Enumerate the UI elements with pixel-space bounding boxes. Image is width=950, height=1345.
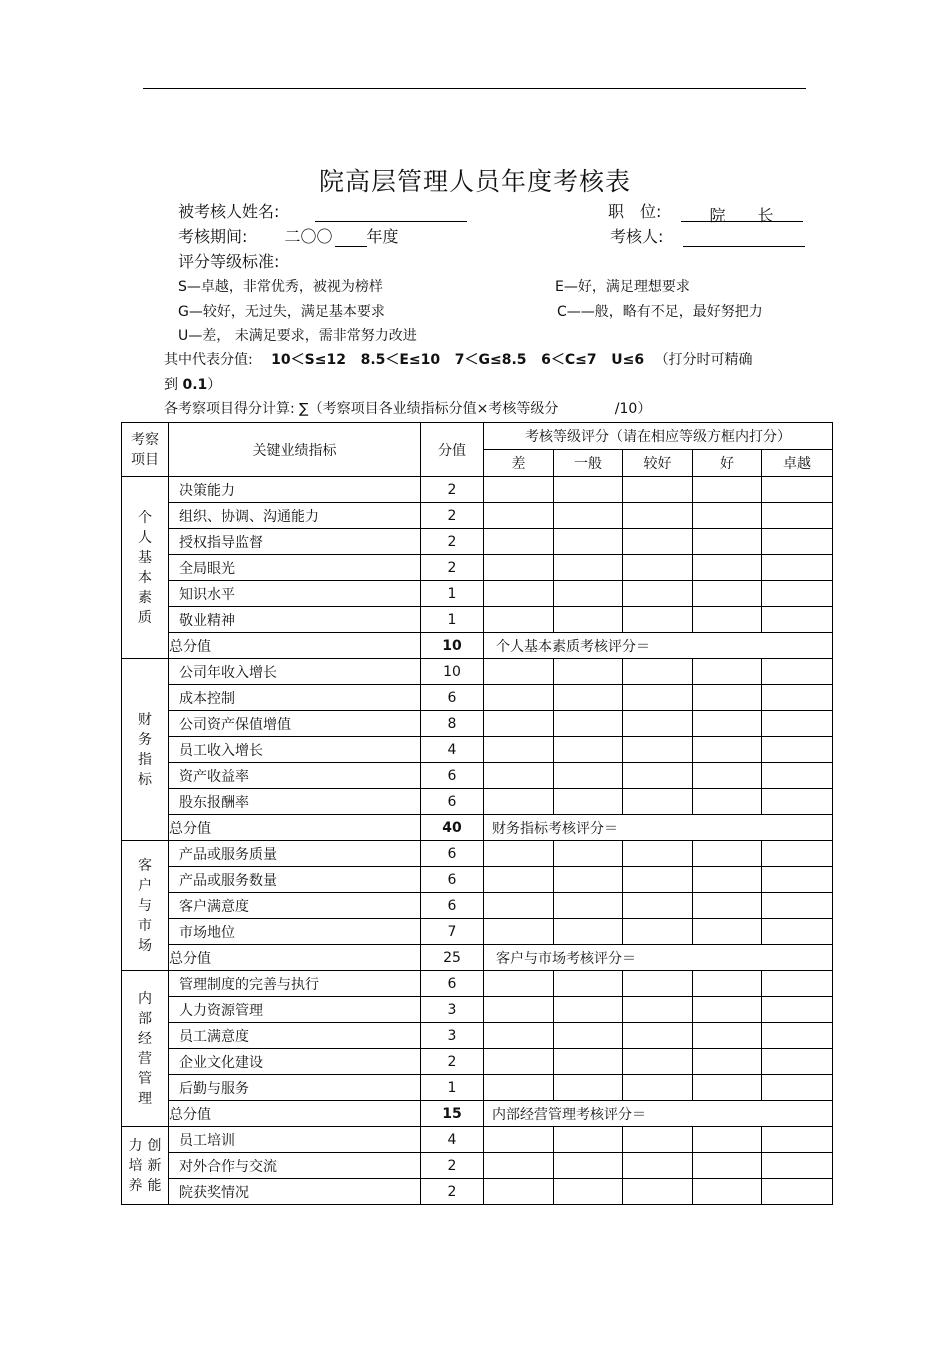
grade-header: 较好	[623, 450, 693, 477]
rating-cell[interactable]	[693, 711, 762, 737]
rating-cell[interactable]	[762, 919, 833, 945]
rating-cell[interactable]	[693, 477, 762, 503]
rating-cell[interactable]	[554, 477, 623, 503]
section-name: 个人基本素质	[122, 477, 169, 659]
rating-cell[interactable]	[554, 555, 623, 581]
rating-cell[interactable]	[762, 581, 833, 607]
position-row	[608, 199, 803, 225]
rating-cell[interactable]	[762, 893, 833, 919]
assessor-field[interactable]	[683, 228, 805, 247]
rating-cell[interactable]	[484, 893, 554, 919]
kpi-label: 客户满意度	[169, 893, 421, 919]
formula-a: 各考察项目得分计算: ∑（考察项目各业绩指标分值×考核等级分	[164, 401, 559, 417]
std-e: E—好，满足理想要求	[555, 279, 690, 295]
rating-cell[interactable]	[762, 685, 833, 711]
kpi-label: 员工收入增长	[169, 737, 421, 763]
kpi-score: 2	[421, 529, 484, 555]
rating-cell[interactable]	[693, 841, 762, 867]
kpi-label: 成本控制	[169, 685, 421, 711]
kpi-label: 院获奖情况	[169, 1179, 421, 1205]
rating-cell[interactable]	[693, 529, 762, 555]
rating-cell[interactable]	[623, 1023, 693, 1049]
kpi-score: 6	[421, 841, 484, 867]
score-note-b-bold: 0.1	[182, 377, 208, 393]
section-total: 10	[421, 633, 484, 659]
rating-cell[interactable]	[693, 867, 762, 893]
rating-cell[interactable]	[554, 763, 623, 789]
kpi-label: 后勤与服务	[169, 1075, 421, 1101]
rating-cell[interactable]	[554, 789, 623, 815]
grade-header: 卓越	[762, 450, 833, 477]
rating-cell[interactable]	[484, 555, 554, 581]
rating-cell[interactable]	[693, 581, 762, 607]
rating-cell[interactable]	[484, 919, 554, 945]
rating-cell[interactable]	[693, 1075, 762, 1101]
score-note-b-suffix: ）	[207, 377, 222, 393]
standard-label: 评分等级标准:	[178, 252, 280, 271]
rating-cell[interactable]	[693, 789, 762, 815]
rating-cell[interactable]	[554, 841, 623, 867]
rating-cell[interactable]	[554, 919, 623, 945]
kpi-score: 3	[421, 1023, 484, 1049]
total-label: 总分值	[169, 633, 421, 659]
kpi-score: 10	[421, 659, 484, 685]
kpi-score: 1	[421, 1075, 484, 1101]
kpi-score: 4	[421, 1127, 484, 1153]
kpi-score: 6	[421, 763, 484, 789]
rating-cell[interactable]	[554, 503, 623, 529]
rating-cell[interactable]	[484, 659, 554, 685]
rating-cell[interactable]	[484, 1179, 554, 1205]
header-item: 考察项目	[122, 423, 169, 477]
section-name: 财务指标	[122, 659, 169, 841]
rating-cell[interactable]	[762, 711, 833, 737]
rating-cell[interactable]	[554, 997, 623, 1023]
rating-cell[interactable]	[693, 737, 762, 763]
rating-cell[interactable]	[762, 997, 833, 1023]
section-total: 15	[421, 1101, 484, 1127]
kpi-label: 管理制度的完善与执行	[169, 971, 421, 997]
period-label: 考核期间:	[178, 227, 248, 246]
rating-cell[interactable]	[762, 1075, 833, 1101]
kpi-score: 2	[421, 1179, 484, 1205]
total-label: 总分值	[169, 815, 421, 841]
rating-cell[interactable]	[623, 789, 693, 815]
assessor-label: 考核人:	[610, 227, 664, 246]
rating-cell[interactable]	[762, 607, 833, 633]
score-note-a: （打分时可精确	[654, 352, 753, 368]
kpi-score: 2	[421, 555, 484, 581]
rating-cell[interactable]	[484, 1153, 554, 1179]
rating-cell[interactable]	[484, 477, 554, 503]
kpi-label: 决策能力	[169, 477, 421, 503]
section-name: 内部经营管理	[122, 971, 169, 1127]
rating-cell[interactable]	[762, 1049, 833, 1075]
std-u: U—差， 未满足要求，需非常努力改进	[178, 328, 417, 344]
rating-cell[interactable]	[484, 841, 554, 867]
rating-cell[interactable]	[554, 737, 623, 763]
kpi-label: 员工满意度	[169, 1023, 421, 1049]
name-field[interactable]	[315, 203, 467, 222]
rating-cell[interactable]	[693, 919, 762, 945]
name-label: 被考核人姓名:	[178, 202, 280, 221]
rating-cell[interactable]	[623, 1075, 693, 1101]
rating-cell[interactable]	[554, 1179, 623, 1205]
rating-cell[interactable]	[484, 1127, 554, 1153]
kpi-label: 敬业精神	[169, 607, 421, 633]
assessment-table	[121, 422, 833, 1205]
rating-cell[interactable]	[693, 971, 762, 997]
grade-header: 一般	[554, 450, 623, 477]
rating-cell[interactable]	[762, 789, 833, 815]
kpi-label: 授权指导监督	[169, 529, 421, 555]
rating-cell[interactable]	[484, 867, 554, 893]
position-label: 职 位:	[608, 202, 662, 221]
kpi-score: 2	[421, 477, 484, 503]
rating-cell[interactable]	[623, 1153, 693, 1179]
kpi-score: 3	[421, 997, 484, 1023]
period-row	[178, 224, 399, 247]
formula-b: /10）	[614, 401, 652, 417]
section-summary: 个人基本素质考核评分＝	[484, 633, 833, 659]
rating-cell[interactable]	[762, 529, 833, 555]
period-value-b: 年度	[366, 227, 399, 246]
grade-header: 好	[693, 450, 762, 477]
kpi-score: 4	[421, 737, 484, 763]
rating-cell[interactable]	[623, 1179, 693, 1205]
kpi-score: 6	[421, 789, 484, 815]
rating-cell[interactable]	[554, 529, 623, 555]
rating-cell[interactable]	[623, 685, 693, 711]
std-s: S—卓越，非常优秀，被视为榜样	[178, 279, 383, 295]
rating-cell[interactable]	[623, 581, 693, 607]
period-year-field[interactable]	[335, 228, 367, 247]
rating-cell[interactable]	[693, 997, 762, 1023]
rating-cell[interactable]	[623, 659, 693, 685]
rating-cell[interactable]	[693, 1179, 762, 1205]
rating-cell[interactable]	[623, 997, 693, 1023]
rating-cell[interactable]	[554, 1153, 623, 1179]
rating-cell[interactable]	[623, 1127, 693, 1153]
rating-cell[interactable]	[623, 1049, 693, 1075]
assessor-row	[610, 224, 805, 247]
score-note-row	[164, 374, 221, 394]
section-summary: 内部经营管理考核评分＝	[484, 1101, 833, 1127]
std-c: C——般，略有不足，最好努把力	[557, 304, 763, 320]
kpi-score: 2	[421, 1153, 484, 1179]
rating-cell[interactable]	[693, 893, 762, 919]
kpi-score: 6	[421, 867, 484, 893]
kpi-label: 企业文化建设	[169, 1049, 421, 1075]
rating-cell[interactable]	[554, 659, 623, 685]
section-total: 40	[421, 815, 484, 841]
rating-cell[interactable]	[554, 1049, 623, 1075]
total-label: 总分值	[169, 1101, 421, 1127]
rating-cell[interactable]	[623, 867, 693, 893]
kpi-label: 对外合作与交流	[169, 1153, 421, 1179]
rating-cell[interactable]	[693, 607, 762, 633]
rating-cell[interactable]	[554, 971, 623, 997]
section-name: 力培养创新能	[122, 1127, 169, 1205]
rating-cell[interactable]	[623, 529, 693, 555]
rating-cell[interactable]	[554, 1075, 623, 1101]
rating-cell[interactable]	[693, 1127, 762, 1153]
rating-cell[interactable]	[762, 737, 833, 763]
top-rule	[143, 88, 806, 89]
section-total: 25	[421, 945, 484, 971]
kpi-label: 股东报酬率	[169, 789, 421, 815]
kpi-label: 市场地位	[169, 919, 421, 945]
rating-cell[interactable]	[762, 763, 833, 789]
rating-cell[interactable]	[762, 555, 833, 581]
rating-cell[interactable]	[554, 1127, 623, 1153]
rating-cell[interactable]	[484, 503, 554, 529]
kpi-label: 人力资源管理	[169, 997, 421, 1023]
rating-cell[interactable]	[693, 1023, 762, 1049]
rating-cell[interactable]	[762, 659, 833, 685]
kpi-label: 组织、协调、沟通能力	[169, 503, 421, 529]
kpi-score: 1	[421, 607, 484, 633]
rating-cell[interactable]	[484, 971, 554, 997]
rating-cell[interactable]	[762, 1179, 833, 1205]
rating-cell[interactable]	[554, 893, 623, 919]
kpi-score: 6	[421, 893, 484, 919]
rating-cell[interactable]	[484, 581, 554, 607]
rating-cell[interactable]	[623, 893, 693, 919]
rating-cell[interactable]	[762, 1127, 833, 1153]
rating-cell[interactable]	[623, 555, 693, 581]
rating-cell[interactable]	[762, 971, 833, 997]
rating-cell[interactable]	[623, 971, 693, 997]
rating-cell[interactable]	[623, 737, 693, 763]
header-score: 分值	[421, 423, 484, 477]
kpi-label: 知识水平	[169, 581, 421, 607]
kpi-label: 产品或服务质量	[169, 841, 421, 867]
rating-cell[interactable]	[693, 1049, 762, 1075]
kpi-score: 6	[421, 685, 484, 711]
rating-cell[interactable]	[484, 1075, 554, 1101]
rating-cell[interactable]	[623, 919, 693, 945]
rating-cell[interactable]	[693, 659, 762, 685]
rating-cell[interactable]	[762, 1023, 833, 1049]
kpi-score: 7	[421, 919, 484, 945]
rating-cell[interactable]	[554, 685, 623, 711]
rating-cell[interactable]	[693, 685, 762, 711]
std-g: G—较好，无过失，满足基本要求	[178, 304, 385, 320]
kpi-score: 6	[421, 971, 484, 997]
rating-cell[interactable]	[693, 555, 762, 581]
kpi-score: 1	[421, 581, 484, 607]
rating-cell[interactable]	[623, 607, 693, 633]
rating-cell[interactable]	[484, 997, 554, 1023]
rating-cell[interactable]	[554, 867, 623, 893]
kpi-score: 2	[421, 503, 484, 529]
kpi-score: 2	[421, 1049, 484, 1075]
rating-cell[interactable]	[554, 1023, 623, 1049]
rating-cell[interactable]	[693, 503, 762, 529]
score-note-b-prefix: 到	[164, 377, 178, 393]
rating-cell[interactable]	[693, 763, 762, 789]
name-row	[178, 199, 467, 222]
rating-cell[interactable]	[554, 581, 623, 607]
section-summary: 财务指标考核评分＝	[484, 815, 833, 841]
rating-cell[interactable]	[554, 711, 623, 737]
rating-cell[interactable]	[623, 763, 693, 789]
rating-cell[interactable]	[693, 1153, 762, 1179]
kpi-score: 8	[421, 711, 484, 737]
rating-cell[interactable]	[762, 841, 833, 867]
rating-cell[interactable]	[623, 711, 693, 737]
kpi-label: 资产收益率	[169, 763, 421, 789]
kpi-label: 公司年收入增长	[169, 659, 421, 685]
page-title: 院高层管理人员年度考核表	[318, 167, 631, 196]
rating-cell[interactable]	[484, 607, 554, 633]
section-name: 客户与市场	[122, 841, 169, 971]
position-field[interactable]: 院 长	[681, 203, 803, 222]
rating-cell[interactable]	[484, 1023, 554, 1049]
rating-cell[interactable]	[484, 529, 554, 555]
rating-cell[interactable]	[762, 477, 833, 503]
rating-cell[interactable]	[484, 737, 554, 763]
total-label: 总分值	[169, 945, 421, 971]
formula-row	[164, 398, 651, 418]
section-summary: 客户与市场考核评分＝	[484, 945, 833, 971]
rating-cell[interactable]	[484, 789, 554, 815]
score-ranges-row	[164, 349, 753, 369]
score-prefix: 其中代表分值:	[164, 352, 253, 368]
kpi-label: 产品或服务数量	[169, 867, 421, 893]
rating-cell[interactable]	[484, 1049, 554, 1075]
rating-cell[interactable]	[762, 503, 833, 529]
rating-cell[interactable]	[762, 1153, 833, 1179]
rating-cell[interactable]	[484, 685, 554, 711]
rating-cell[interactable]	[484, 711, 554, 737]
kpi-label: 员工培训	[169, 1127, 421, 1153]
kpi-label: 公司资产保值增值	[169, 711, 421, 737]
rating-cell[interactable]	[484, 763, 554, 789]
rating-cell[interactable]	[762, 867, 833, 893]
kpi-label: 全局眼光	[169, 555, 421, 581]
header-kpi: 关键业绩指标	[169, 423, 421, 477]
rating-cell[interactable]	[623, 477, 693, 503]
grade-header: 差	[484, 450, 554, 477]
rating-cell[interactable]	[623, 841, 693, 867]
score-ranges: 10＜S≤12 8.5＜E≤10 7＜G≤8.5 6＜C≤7 U≤6	[271, 352, 645, 368]
rating-cell[interactable]	[623, 503, 693, 529]
rating-cell[interactable]	[554, 607, 623, 633]
period-value-a: 二〇〇	[284, 227, 333, 246]
header-rating: 考核等级评分（请在相应等级方框内打分）	[484, 423, 833, 450]
